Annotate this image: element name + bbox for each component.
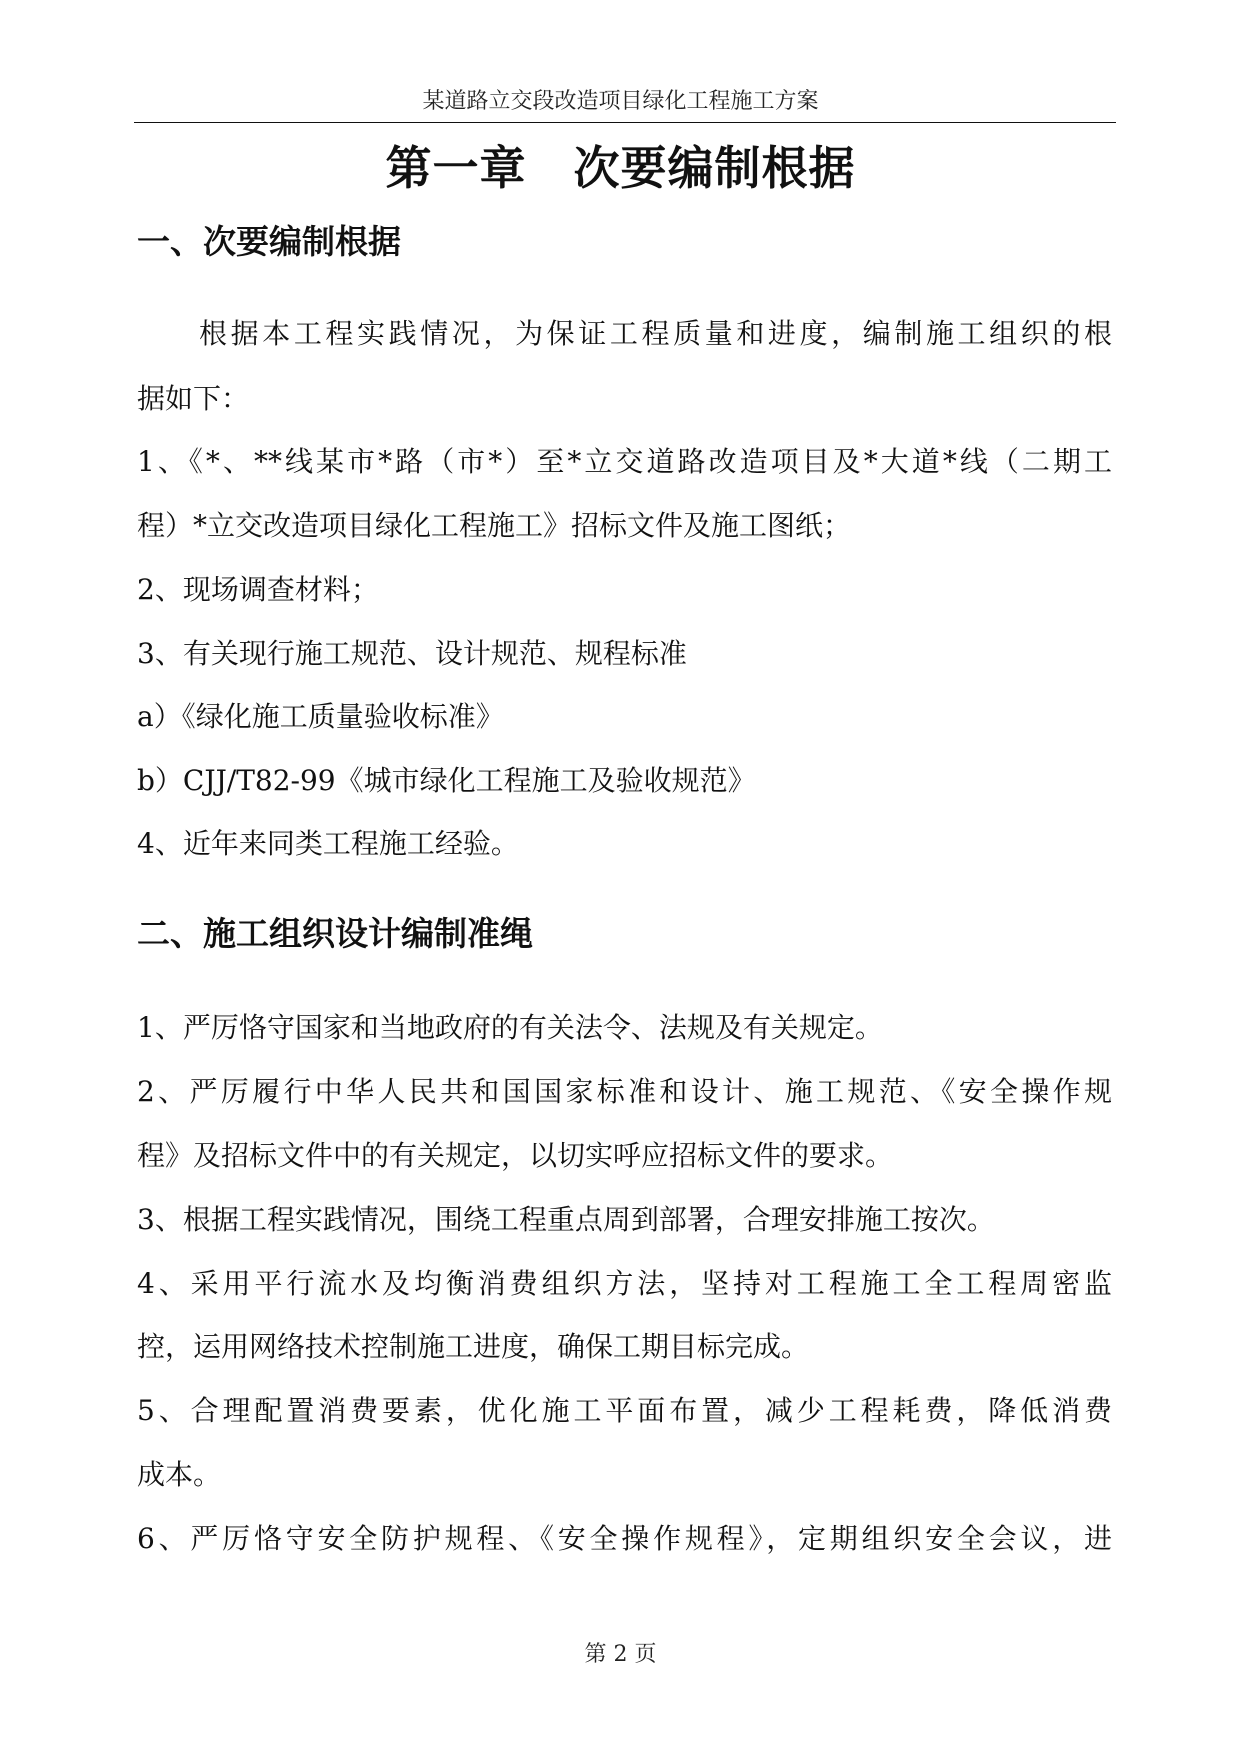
header-divider xyxy=(134,122,1116,123)
principle-item-4-line-2: 控，运用网络技术控制施工进度，确保工期目标完成。 xyxy=(137,1330,810,1363)
principle-item-1: 1、严厉恪守国家和当地政府的有关法令、法规及有关规定。 xyxy=(137,1011,883,1044)
list-item-3a: a）《绿化施工质量验收标准》 xyxy=(137,700,504,733)
list-item-4: 4、近年来同类工程施工经验。 xyxy=(137,827,519,860)
section-heading-1: 一、次要编制根据 xyxy=(137,222,401,261)
paragraph-intro-line-2: 据如下： xyxy=(137,382,250,415)
section-heading-2: 二、施工组织设计编制准绳 xyxy=(137,914,533,953)
principle-item-6-line-1: 6、严厉恪守安全防护规程、《安全操作规程》，定期组织安全会议，进 xyxy=(137,1522,1112,1555)
list-item-1-line-1: 1、《*、**线某市*路（市*）至*立交道路改造项目及*大道*线（二期工 xyxy=(137,445,1112,478)
principle-item-2-line-1: 2、严厉履行中华人民共和国国家标准和设计、施工规范、《安全操作规 xyxy=(137,1075,1112,1108)
list-item-3b: b）CJJ/T82-99《城市绿化工程施工及验收规范》 xyxy=(137,764,756,797)
chapter-title: 第一章 次要编制根据 xyxy=(385,141,856,195)
list-item-3: 3、有关现行施工规范、设计规范、规程标准 xyxy=(137,637,687,670)
principle-item-2-line-2: 程》及招标文件中的有关规定，以切实呼应招标文件的要求。 xyxy=(137,1139,894,1172)
running-header: 某道路立交段改造项目绿化工程施工方案 xyxy=(422,89,819,114)
principle-item-5-line-1: 5、合理配置消费要素，优化施工平面布置，减少工程耗费，降低消费 xyxy=(137,1394,1112,1427)
page-number: 第 2 页 xyxy=(584,1642,657,1667)
list-item-1-line-2: 程）*立交改造项目绿化工程施工》招标文件及施工图纸； xyxy=(137,509,852,542)
list-item-2: 2、现场调查材料； xyxy=(137,573,379,606)
principle-item-3: 3、根据工程实践情况，围绕工程重点周到部署，合理安排施工按次。 xyxy=(137,1203,995,1236)
principle-item-4-line-1: 4、采用平行流水及均衡消费组织方法，坚持对工程施工全工程周密监 xyxy=(137,1267,1112,1300)
paragraph-intro-line-1: 根据本工程实践情况，为保证工程质量和进度，编制施工组织的根 xyxy=(199,317,1112,350)
principle-item-5-line-2: 成本。 xyxy=(137,1458,222,1491)
